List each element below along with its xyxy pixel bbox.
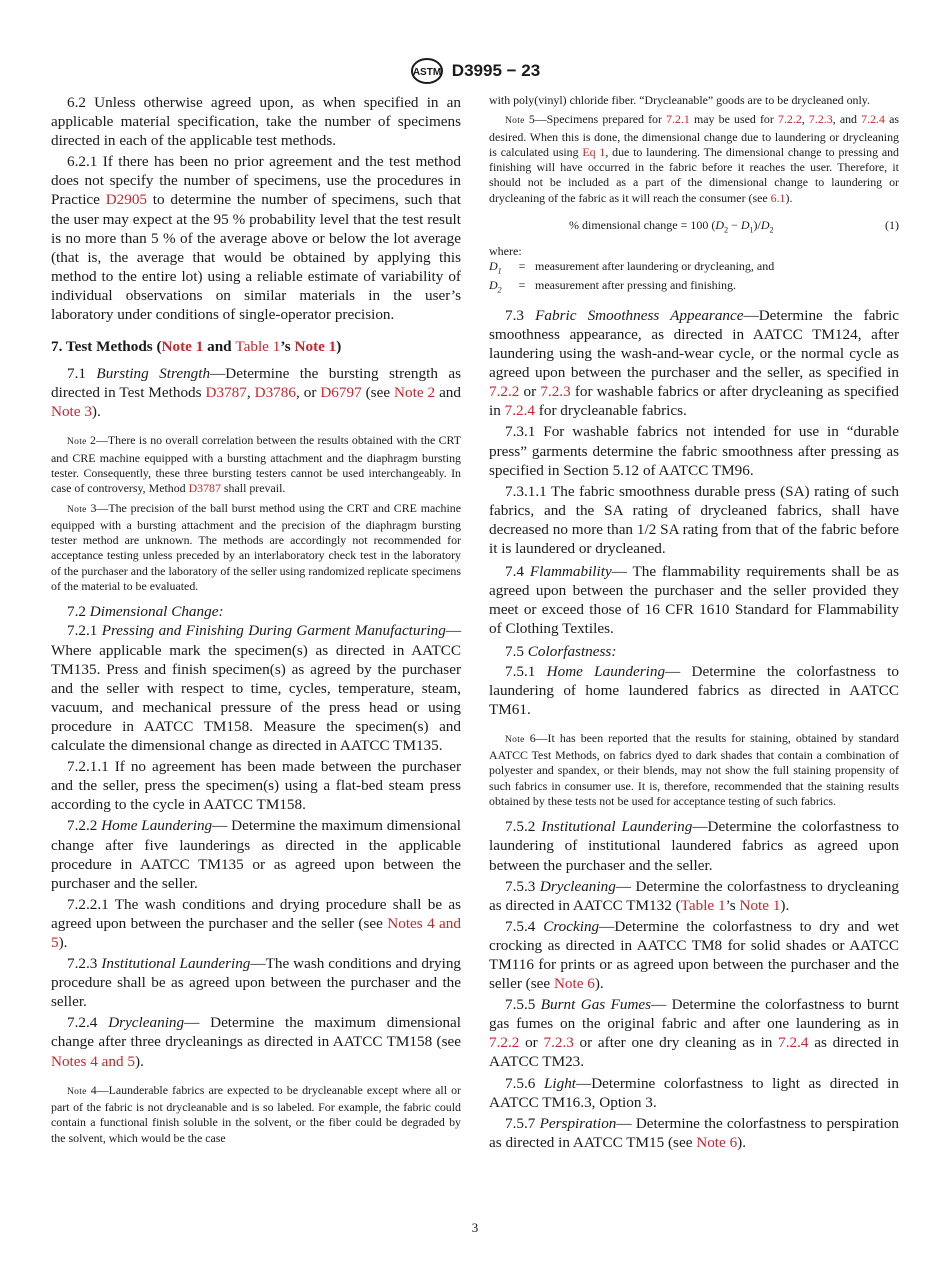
link-d6797[interactable]: D6797: [320, 384, 362, 402]
equation-formula: % dimensional change = 100 $(D_2 - D_1)/D_2$: [569, 218, 774, 235]
link-note-2[interactable]: Note 2: [394, 384, 436, 402]
link-note-1[interactable]: Note 1: [161, 338, 204, 356]
section-7-2-1: 7.2.1 Pressing and Finishing During Garment Manufacturing—Where applicable mark the specimen(s) as directed in AATCC TM135. Press and finish specimen(s) as agreed by the purchaser and the seller with respect to time, cycles, temperature, steam, vacuum, and mechanical pressure of the press head or using procedure in AATCC TM158. Measure the specimen(s) and calculate the dimensional change as directed in AATCC TM135.: [51, 622, 461, 755]
link-note-3[interactable]: Note 3: [51, 403, 92, 421]
left-column: [51, 93, 461, 1146]
section-7-5-4: 7.5.4 Crocking—Determine the colorfastness to dry and wet crocking as directed in AATCC TM8 for solid shades or AATCC TM116 for prints or as agreed upon between the purchaser and the seller (see Note 6).: [489, 917, 900, 993]
page-header: [0, 56, 950, 86]
document-designation: D3995 − 23: [451, 61, 541, 80]
section-7-4: 7.4 Flammability— The flammability requirements shall be as agreed upon between the purchaser and the seller provided they meet or exceed those of 16 CFR 1610 Standard for Flammability of Clothing Textiles.: [489, 563, 899, 638]
link-d3786[interactable]: D3786: [254, 384, 296, 402]
note-6: Note 6—It has been reported that the results for staining, obtained by standard AATCC Test Methods, on fabrics dyed to dark shades that contain a combination of polyester and spandex, or their blends, may not show the full staining propensity of such fabrics in consumer use. It is, therefore, recommended that the staining results obtained by these tests not be used for acceptance testing of such fabrics.: [489, 730, 899, 809]
page-number: 3: [471, 1220, 479, 1235]
link-7-2-3c[interactable]: 7.2.3: [543, 1034, 574, 1052]
link-7-2-3[interactable]: 7.2.3: [808, 112, 833, 127]
section-6-2: 6.2 Unless otherwise agreed upon, as when specified in an applicable material specification, take the number of specimens directed in each of the applicable test methods.: [51, 94, 462, 150]
section-7-2-3: 7.2.3 Institutional Laundering—The wash conditions and drying procedure shall be as agreed upon between the purchaser and the seller.: [51, 955, 462, 1011]
section-7-3: 7.3 Fabric Smoothness Appearance—Determine the fabric smoothness appearance, as directed in AATCC TM124, after laundering using the wash-and-wear cycle, or the normal cycle as agreed upon between the purchaser and the seller, as specified in 7.2.2 or 7.2.3 for washable fabrics or after drycleaning as specified in 7.2.4 for drycleanable fabrics.: [489, 306, 899, 420]
link-table-1b[interactable]: Table 1: [680, 896, 726, 914]
equation-number: (1): [885, 218, 899, 233]
where-row-d2: $D_2$ = measurement after pressing and finishing.: [489, 278, 736, 295]
equation-1: [489, 214, 899, 236]
link-7-2-4[interactable]: 7.2.4: [861, 112, 885, 127]
section-7-5-6: 7.5.6 Light—Determine colorfastness to light as directed in AATCC TM16.3, Option 3.: [489, 1074, 899, 1111]
link-d3787-note[interactable]: D3787: [188, 481, 221, 496]
link-table-1[interactable]: Table 1: [235, 338, 281, 356]
link-note-1c[interactable]: Note 1: [739, 896, 781, 914]
section-7-5-7: 7.5.7 Perspiration— Determine the colorfastness to perspiration as directed in AATCC TM15 (see Note 6).: [489, 1114, 900, 1151]
note-4: Note 4—Launderable fabrics are expected to be drycleanable except where all or part of the fabric is not drycleanable and is so labeled. For example, the fabric could contain a functional finish soluble in the solvent, or the fiber could be degraded by the solvent, which would be the case: [51, 1082, 461, 1145]
astm-logo: [410, 56, 444, 86]
link-7-2-2b[interactable]: 7.2.2: [489, 383, 520, 401]
section-7-3-1-1: 7.3.1.1 The fabric smoothness durable press (SA) rating of such fabrics, and the SA rating of drycleaned fabrics, shall have decreased no more than 1/2 SA rating from that of the fabric before it is laundered or drycleaned.: [489, 482, 899, 557]
link-7-2-4c[interactable]: 7.2.4: [778, 1034, 809, 1052]
section-6-2-1: 6.2.1 If there has been no prior agreement and the test method does not specify the number of specimens, use the procedures in Practice D2905 to determine the number of specimens, such that the user may expect at the 95 % probability level that the test result is no more than 5 % of the average above or below the lot average (that is, the average that would be obtained by applying this method to the entire lot) using a reliable estimate of variability of individual observations on similar materials in the user’s laboratory under conditions of single-operator precision.: [51, 153, 461, 324]
note-5: Note 5—Specimens prepared for 7.2.1 may be used for 7.2.2, 7.2.3, and 7.2.4 as desired. When this is done, the dimensional change due to laundering or drycleaning is calculated using Eq 1, due to laundering. The dimensional change to pressing and finishing will have occurred in the fabric before it reaches the user. Therefore, it should not be included as a part of the dimensional change to laundering or drycleaning of the fabric as it will reach the consumer (see 6.1).: [489, 112, 899, 205]
section-7-5-5: 7.5.5 Burnt Gas Fumes— Determine the colorfastness to burnt gas fumes on the original fabric and after one laundering as in 7.2.2 or 7.2.3 or after one dry cleaning as in 7.2.4 as directed in AATCC TM23.: [489, 996, 900, 1071]
section-7-5-3: 7.5.3 Drycleaning— Determine the colorfastness to drycleaning as directed in AATCC TM132 (Table 1’s Note 1).: [489, 877, 899, 914]
link-note-6b[interactable]: Note 6: [696, 1133, 738, 1151]
section-7-2: 7.2 Dimensional Change:: [67, 603, 224, 621]
link-d3787[interactable]: D3787: [205, 384, 247, 402]
where-label: where:: [489, 244, 522, 259]
right-column: [489, 93, 899, 1152]
link-7-2-4b[interactable]: 7.2.4: [504, 402, 535, 420]
astm-logo-text: ASTM: [412, 67, 441, 78]
section-7-2-1-1: 7.2.1.1 If no agreement has been made between the purchaser and the seller, press the specimen(s) using a flat-bed steam press according to the cycle in AATCC TM158.: [51, 758, 461, 814]
section-7-3-1: 7.3.1 For washable fabrics not intended for use in “durable press” garments determine the fabric smoothness after pressing as specified in Section 5.12 of AATCC TM96.: [489, 423, 899, 479]
link-7-2-2[interactable]: 7.2.2: [778, 112, 802, 127]
link-7-2-1[interactable]: 7.2.1: [666, 112, 690, 127]
link-eq-1[interactable]: Eq 1: [582, 144, 606, 159]
section-7-2-4: 7.2.4 Drycleaning— Determine the maximum dimensional change after three drycleanings as directed in AATCC TM158 (see Notes 4 and 5).: [51, 1014, 461, 1070]
note-3: Note 3—The precision of the ball burst method using the CRT and CRE machine equipped with a bursting attachment and the precision of the diaphragm bursting tester method are unknown. The methods are accordingly not recommended for acceptance testing unless preceded by an interlaboratory check test in the laboratory of the purchaser and the laboratory of the seller using randomized replicate specimens of the material to be evaluated.: [51, 500, 461, 594]
link-note-1b[interactable]: Note 1: [294, 338, 337, 356]
section-7-heading: 7. Test Methods (Note 1 and Table 1’s Note 1): [51, 338, 342, 356]
link-notes-4-5[interactable]: Notes 4 and 5: [51, 914, 461, 951]
link-d2905[interactable]: D2905: [105, 191, 148, 209]
link-7-2-2c[interactable]: 7.2.2: [489, 1034, 520, 1052]
section-7-2-2: 7.2.2 Home Laundering— Determine the maximum dimensional change after five launderings as directed in the applicable procedure in AATCC TM135 or as agreed upon between the purchaser and the seller.: [51, 817, 462, 892]
section-7-5-1: 7.5.1 Home Laundering— Determine the colorfastness to laundering of home laundered fabrics as directed in AATCC TM61.: [489, 662, 899, 718]
link-6-1[interactable]: 6.1: [770, 190, 786, 205]
section-7-5: 7.5 Colorfastness:: [505, 643, 617, 661]
note-4-continued: with poly(vinyl) chloride fiber. “Drycleanable” goods are to be drycleaned only.: [489, 93, 870, 107]
note-2: Note 2—There is no overall correlation between the results obtained with the CRT and CRE machine equipped with a bursting attachment and the diaphragm bursting tester. Consequently, these three bursting testers cannot be used interchangeably. In case of controversy, Method D3787 shall prevail.: [51, 433, 461, 496]
where-row-d1: $D_1$ = measurement after laundering or drycleaning, and: [489, 259, 775, 276]
section-7-1: 7.1 Bursting Strength—Determine the bursting strength as directed in Test Methods D3787, D3786, or D6797 (see Note 2 and Note 3).: [51, 365, 461, 421]
section-7-2-2-1: 7.2.2.1 The wash conditions and drying procedure shall be as agreed upon between the purchaser and the seller (see Notes 4 and 5).: [51, 895, 461, 951]
link-notes-4-5b[interactable]: Notes 4 and 5: [51, 1052, 135, 1070]
link-7-2-3b[interactable]: 7.2.3: [540, 383, 571, 401]
link-note-6[interactable]: Note 6: [553, 975, 595, 993]
section-7-5-2: 7.5.2 Institutional Laundering—Determine the colorfastness to laundering of institutional laundered fabrics as agreed upon between the purchaser and the seller.: [489, 818, 899, 874]
